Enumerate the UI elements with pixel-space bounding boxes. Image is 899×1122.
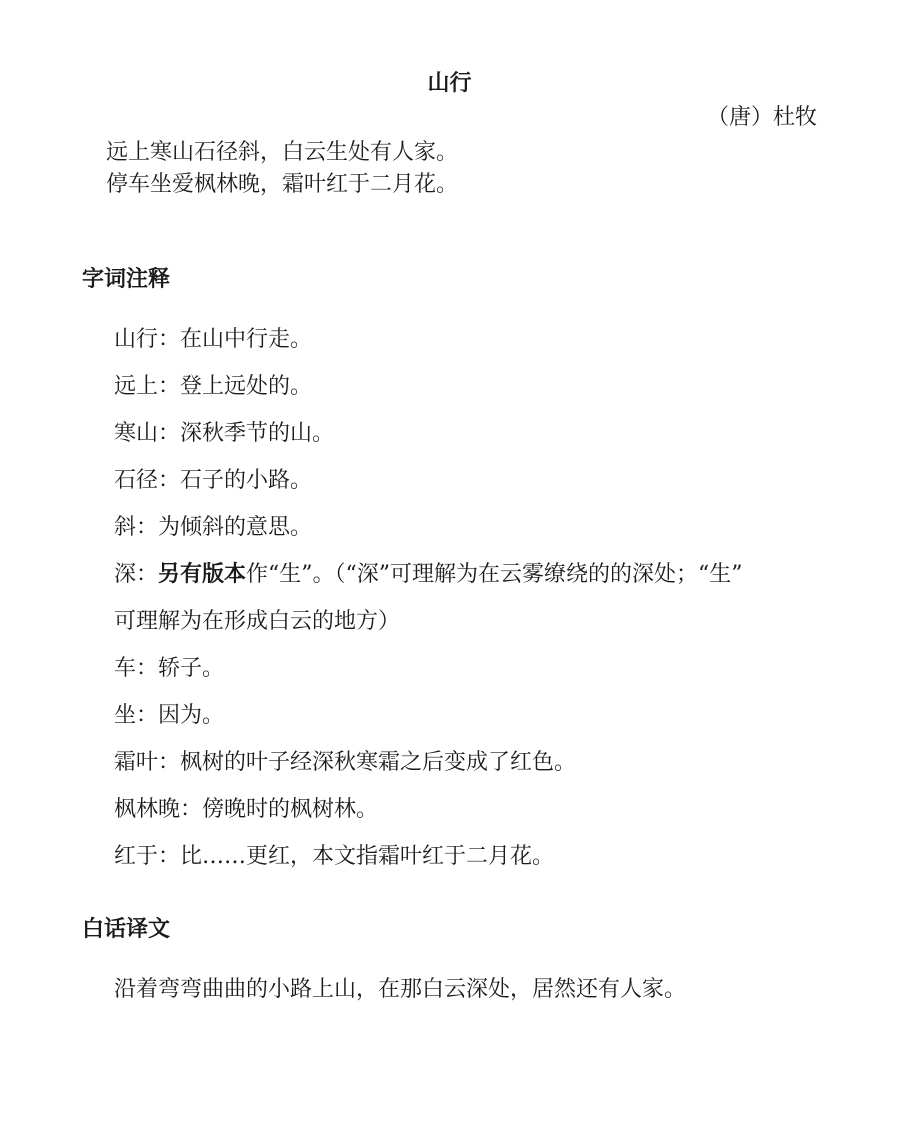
poem-body: [106, 137, 458, 201]
note-item: [114, 747, 824, 794]
note-item: [114, 653, 824, 700]
note-text: 傍晚时的枫树林。: [202, 797, 379, 822]
note-separator: ：: [158, 327, 181, 352]
note-item: [114, 512, 824, 559]
note-separator: ：: [136, 656, 159, 681]
note-term: 霜叶: [114, 750, 159, 775]
note-term: 山行: [114, 327, 159, 352]
note-separator: ：: [158, 421, 181, 446]
note-text: 作“生”。（“深”可理解为在云雾缭绕的的深处；“生”: [246, 562, 743, 587]
note-separator: ：: [180, 797, 203, 822]
note-text: 轿子。: [158, 656, 225, 681]
poem-line: 远上寒山石径斜，白云生处有人家。: [106, 140, 459, 165]
note-separator: ：: [158, 468, 181, 493]
note-separator: ：: [136, 515, 159, 540]
note-item: [114, 841, 824, 888]
note-text: 因为。: [158, 703, 225, 728]
note-item: [114, 465, 824, 512]
note-term: 寒山: [114, 421, 159, 446]
note-text: 枫树的叶子经深秋寒霜之后变成了红色。: [180, 750, 577, 775]
note-term: 斜: [114, 515, 137, 540]
note-term: 车: [114, 656, 137, 681]
poem-author: （唐）杜牧: [706, 105, 817, 130]
note-term: 红于: [114, 844, 159, 869]
note-separator: ：: [158, 750, 181, 775]
notes-list: [114, 324, 824, 888]
note-term: 远上: [114, 374, 159, 399]
note-text: 比……更红，本文指霜叶红于二月花。: [180, 844, 555, 869]
note-item: [114, 700, 824, 747]
notes-heading: 字词注释: [82, 267, 171, 292]
note-term: 坐: [114, 703, 137, 728]
note-text: 石子的小路。: [180, 468, 313, 493]
note-separator: ：: [136, 703, 159, 728]
poem-title: 山行: [427, 71, 472, 96]
note-term: 深: [114, 562, 137, 587]
note-text: 在山中行走。: [180, 327, 313, 352]
note-item: [114, 371, 824, 418]
note-term: 石径: [114, 468, 159, 493]
note-bold-text: 另有版本: [158, 562, 247, 587]
note-separator: ：: [158, 844, 181, 869]
note-text: 深秋季节的山。: [180, 421, 335, 446]
note-item: [114, 324, 824, 371]
note-separator: ：: [136, 562, 159, 587]
note-separator: ：: [158, 374, 181, 399]
note-item: [114, 794, 824, 841]
note-item: [114, 418, 824, 465]
note-item: [114, 559, 824, 606]
note-continuation: 可理解为在形成白云的地方）: [114, 609, 401, 634]
translation-heading: 白话译文: [82, 917, 171, 942]
note-term: 枫林晚: [114, 797, 181, 822]
poem-line: 停车坐爱枫林晚，霜叶红于二月花。: [106, 172, 459, 197]
note-text: 登上远处的。: [180, 374, 313, 399]
note-text: 为倾斜的意思。: [158, 515, 313, 540]
translation-text: 沿着弯弯曲曲的小路上山，在那白云深处，居然还有人家。: [114, 977, 687, 1002]
